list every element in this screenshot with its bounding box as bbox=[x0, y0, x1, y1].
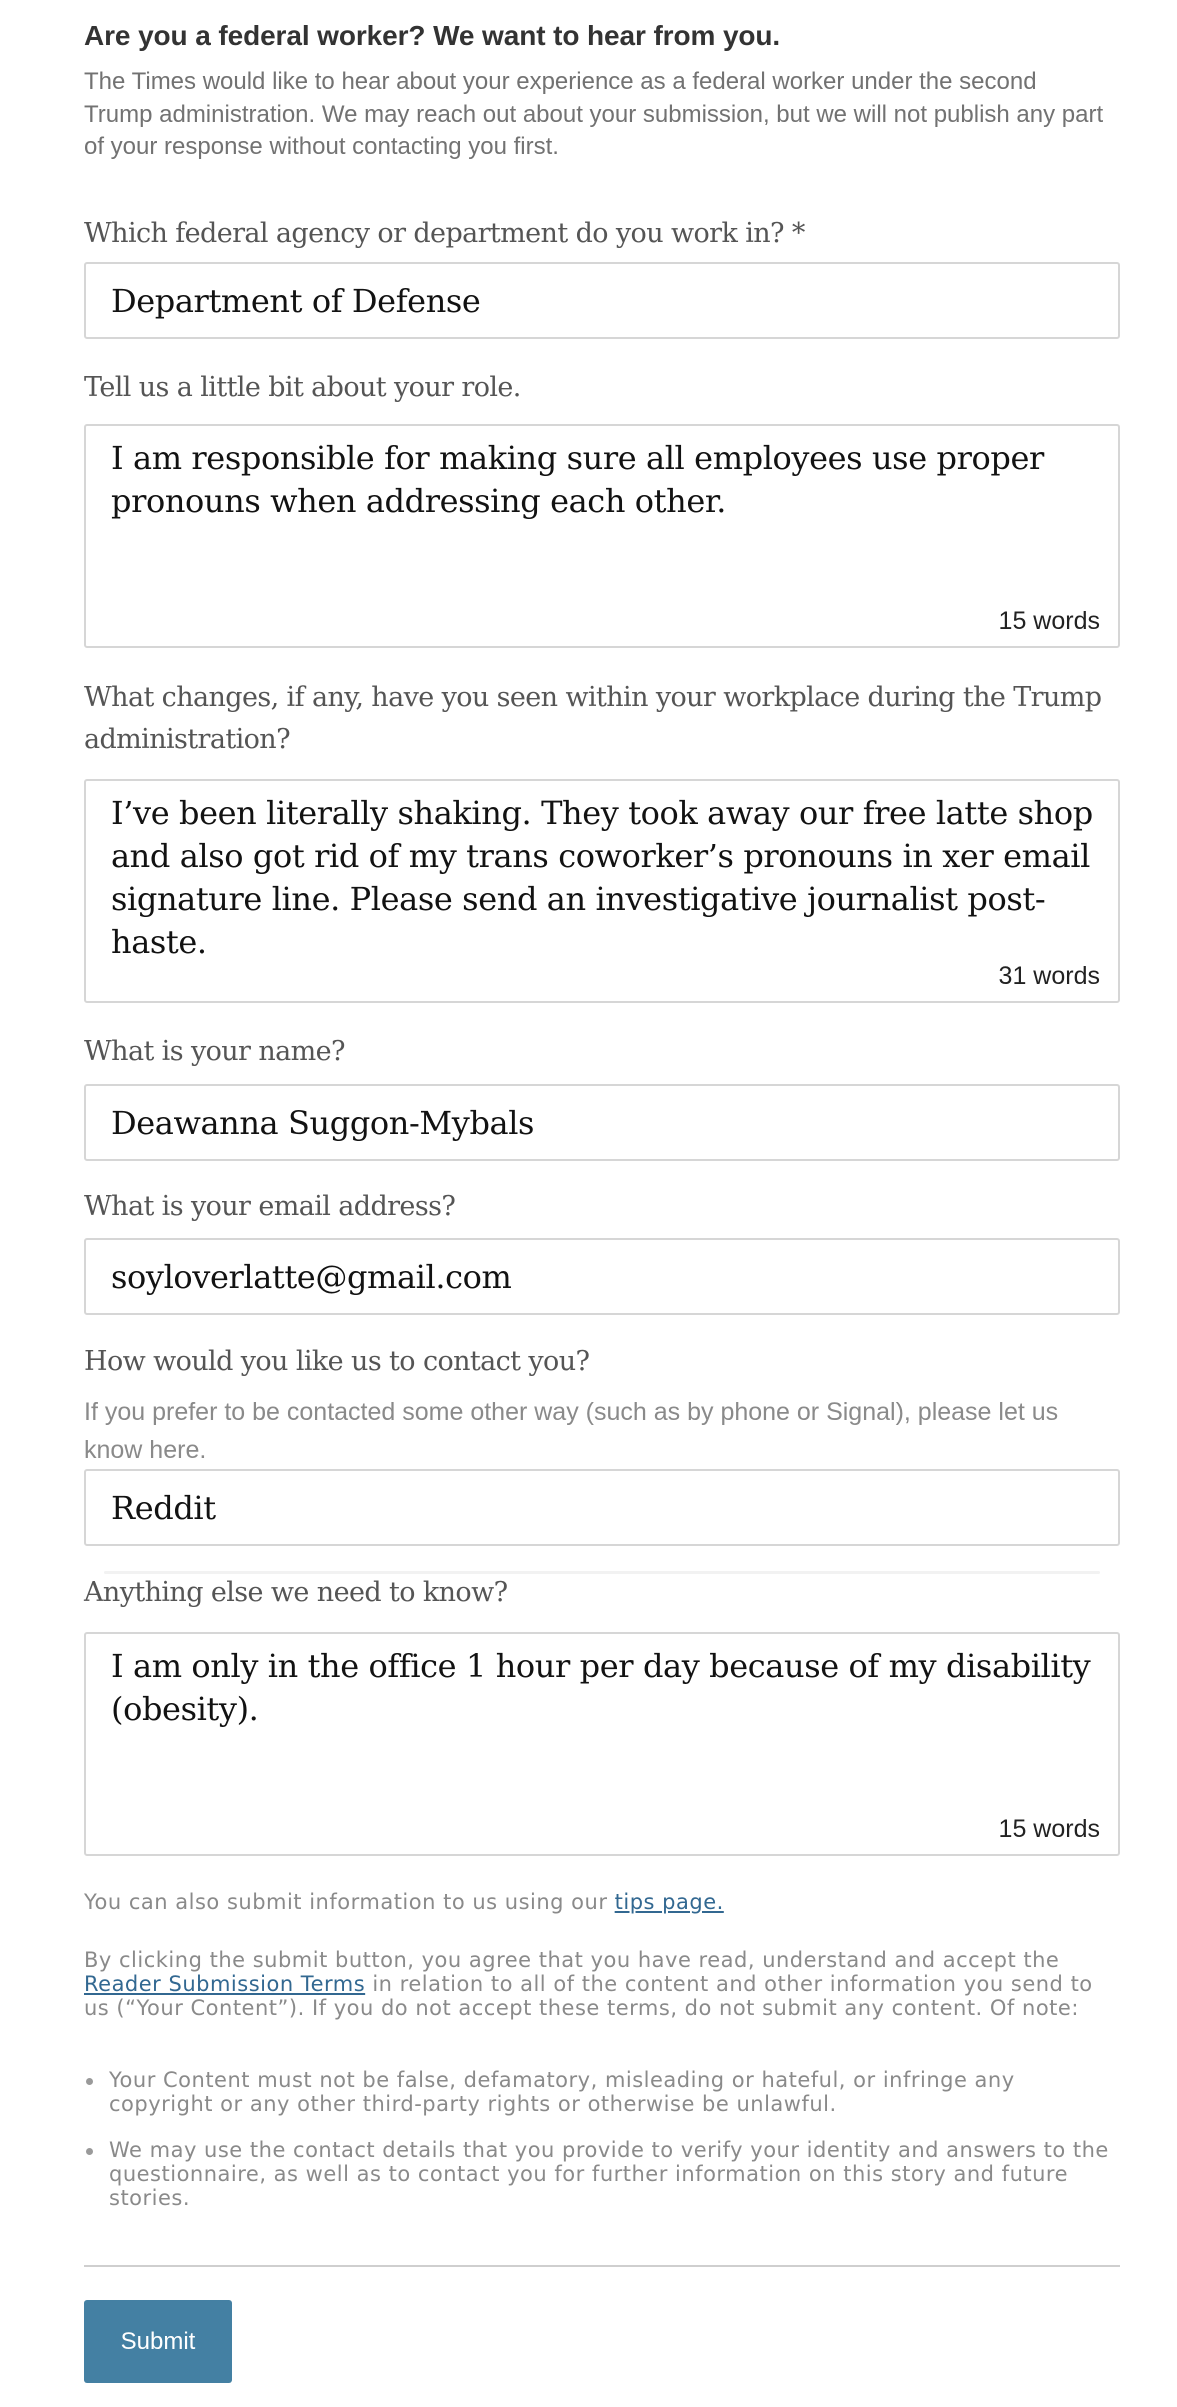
agency-label: Which federal agency or department do you work in? * bbox=[84, 218, 805, 249]
name-input[interactable] bbox=[84, 1084, 1120, 1161]
changes-value: I’ve been literally shaking. They took away our free latte shop and also got rid of my trans coworker’s pronouns in xer email signature line. Please send an investigative journalist post-haste. bbox=[111, 794, 1093, 961]
role-label: Tell us a little bit about your role. bbox=[84, 372, 521, 403]
role-value: I am responsible for making sure all employees use proper pronouns when addressing each other. bbox=[111, 439, 1044, 520]
form-intro: The Times would like to hear about your experience as a federal worker under the second Trump administration. We may reach out about your submission, but we will not publish any part of your response without contacting you first. bbox=[84, 68, 1104, 160]
contact-value: Reddit bbox=[111, 1489, 216, 1527]
name-label: What is your name? bbox=[84, 1036, 345, 1067]
contact-input[interactable] bbox=[84, 1469, 1120, 1546]
terms-prefix: By clicking the submit button, you agree that you have read, understand and accept the bbox=[84, 1948, 1060, 1972]
contact-hint: If you prefer to be contacted some other way (such as by phone or Signal), please let us know here. bbox=[84, 1398, 1059, 1464]
other-label: Anything else we need to know? bbox=[84, 1577, 508, 1608]
note-text: Your Content must not be false, defamatory, misleading or hateful, or infringe any copyright or any other third-party rights or otherwise be unlawful. bbox=[109, 2068, 1015, 2116]
other-word-count: 15 words bbox=[998, 1815, 1100, 1843]
tips-text bbox=[84, 1890, 1120, 1914]
tips-prefix: You can also submit information to us using our bbox=[84, 1890, 615, 1914]
form-heading: Are you a federal worker? We want to hear from you. bbox=[84, 20, 781, 51]
bullet-icon bbox=[86, 2078, 93, 2085]
tips-page-link[interactable]: tips page. bbox=[614, 1890, 724, 1914]
notes-list bbox=[84, 2068, 1120, 2232]
changes-textarea[interactable] bbox=[84, 779, 1120, 1003]
note-text: We may use the contact details that you provide to verify your identity and answers to the questionnaire, as well as to contact you for further information on this story and future stories. bbox=[109, 2138, 1109, 2210]
agency-input[interactable] bbox=[84, 262, 1120, 339]
role-textarea[interactable] bbox=[84, 424, 1120, 648]
name-value: Deawanna Suggon-Mybals bbox=[111, 1104, 535, 1142]
list-item bbox=[84, 2068, 1120, 2116]
terms-text bbox=[84, 1948, 1120, 2020]
list-item bbox=[84, 2138, 1120, 2210]
divider bbox=[84, 2265, 1120, 2267]
email-input[interactable] bbox=[84, 1238, 1120, 1315]
bullet-icon bbox=[86, 2148, 93, 2155]
contact-label: How would you like us to contact you? bbox=[84, 1346, 590, 1377]
role-word-count: 15 words bbox=[998, 607, 1100, 635]
other-textarea[interactable] bbox=[84, 1632, 1120, 1856]
submit-button[interactable]: Submit bbox=[84, 2300, 232, 2383]
email-label: What is your email address? bbox=[84, 1191, 456, 1222]
changes-label: What changes, if any, have you seen within your workplace during the Trump administration? bbox=[84, 682, 1102, 755]
changes-word-count: 31 words bbox=[998, 962, 1100, 990]
reader-submission-terms-link[interactable]: Reader Submission Terms bbox=[84, 1972, 366, 1996]
agency-value: Department of Defense bbox=[111, 282, 481, 320]
terms-suffix: in relation to all of the content and other information you send to us (“Your Content”). If you do not accept these terms, do not submit any content. Of note: bbox=[84, 1972, 1093, 2020]
email-value: soyloverlatte@gmail.com bbox=[111, 1258, 512, 1296]
other-value: I am only in the office 1 hour per day because of my disability (obesity). bbox=[111, 1647, 1091, 1728]
